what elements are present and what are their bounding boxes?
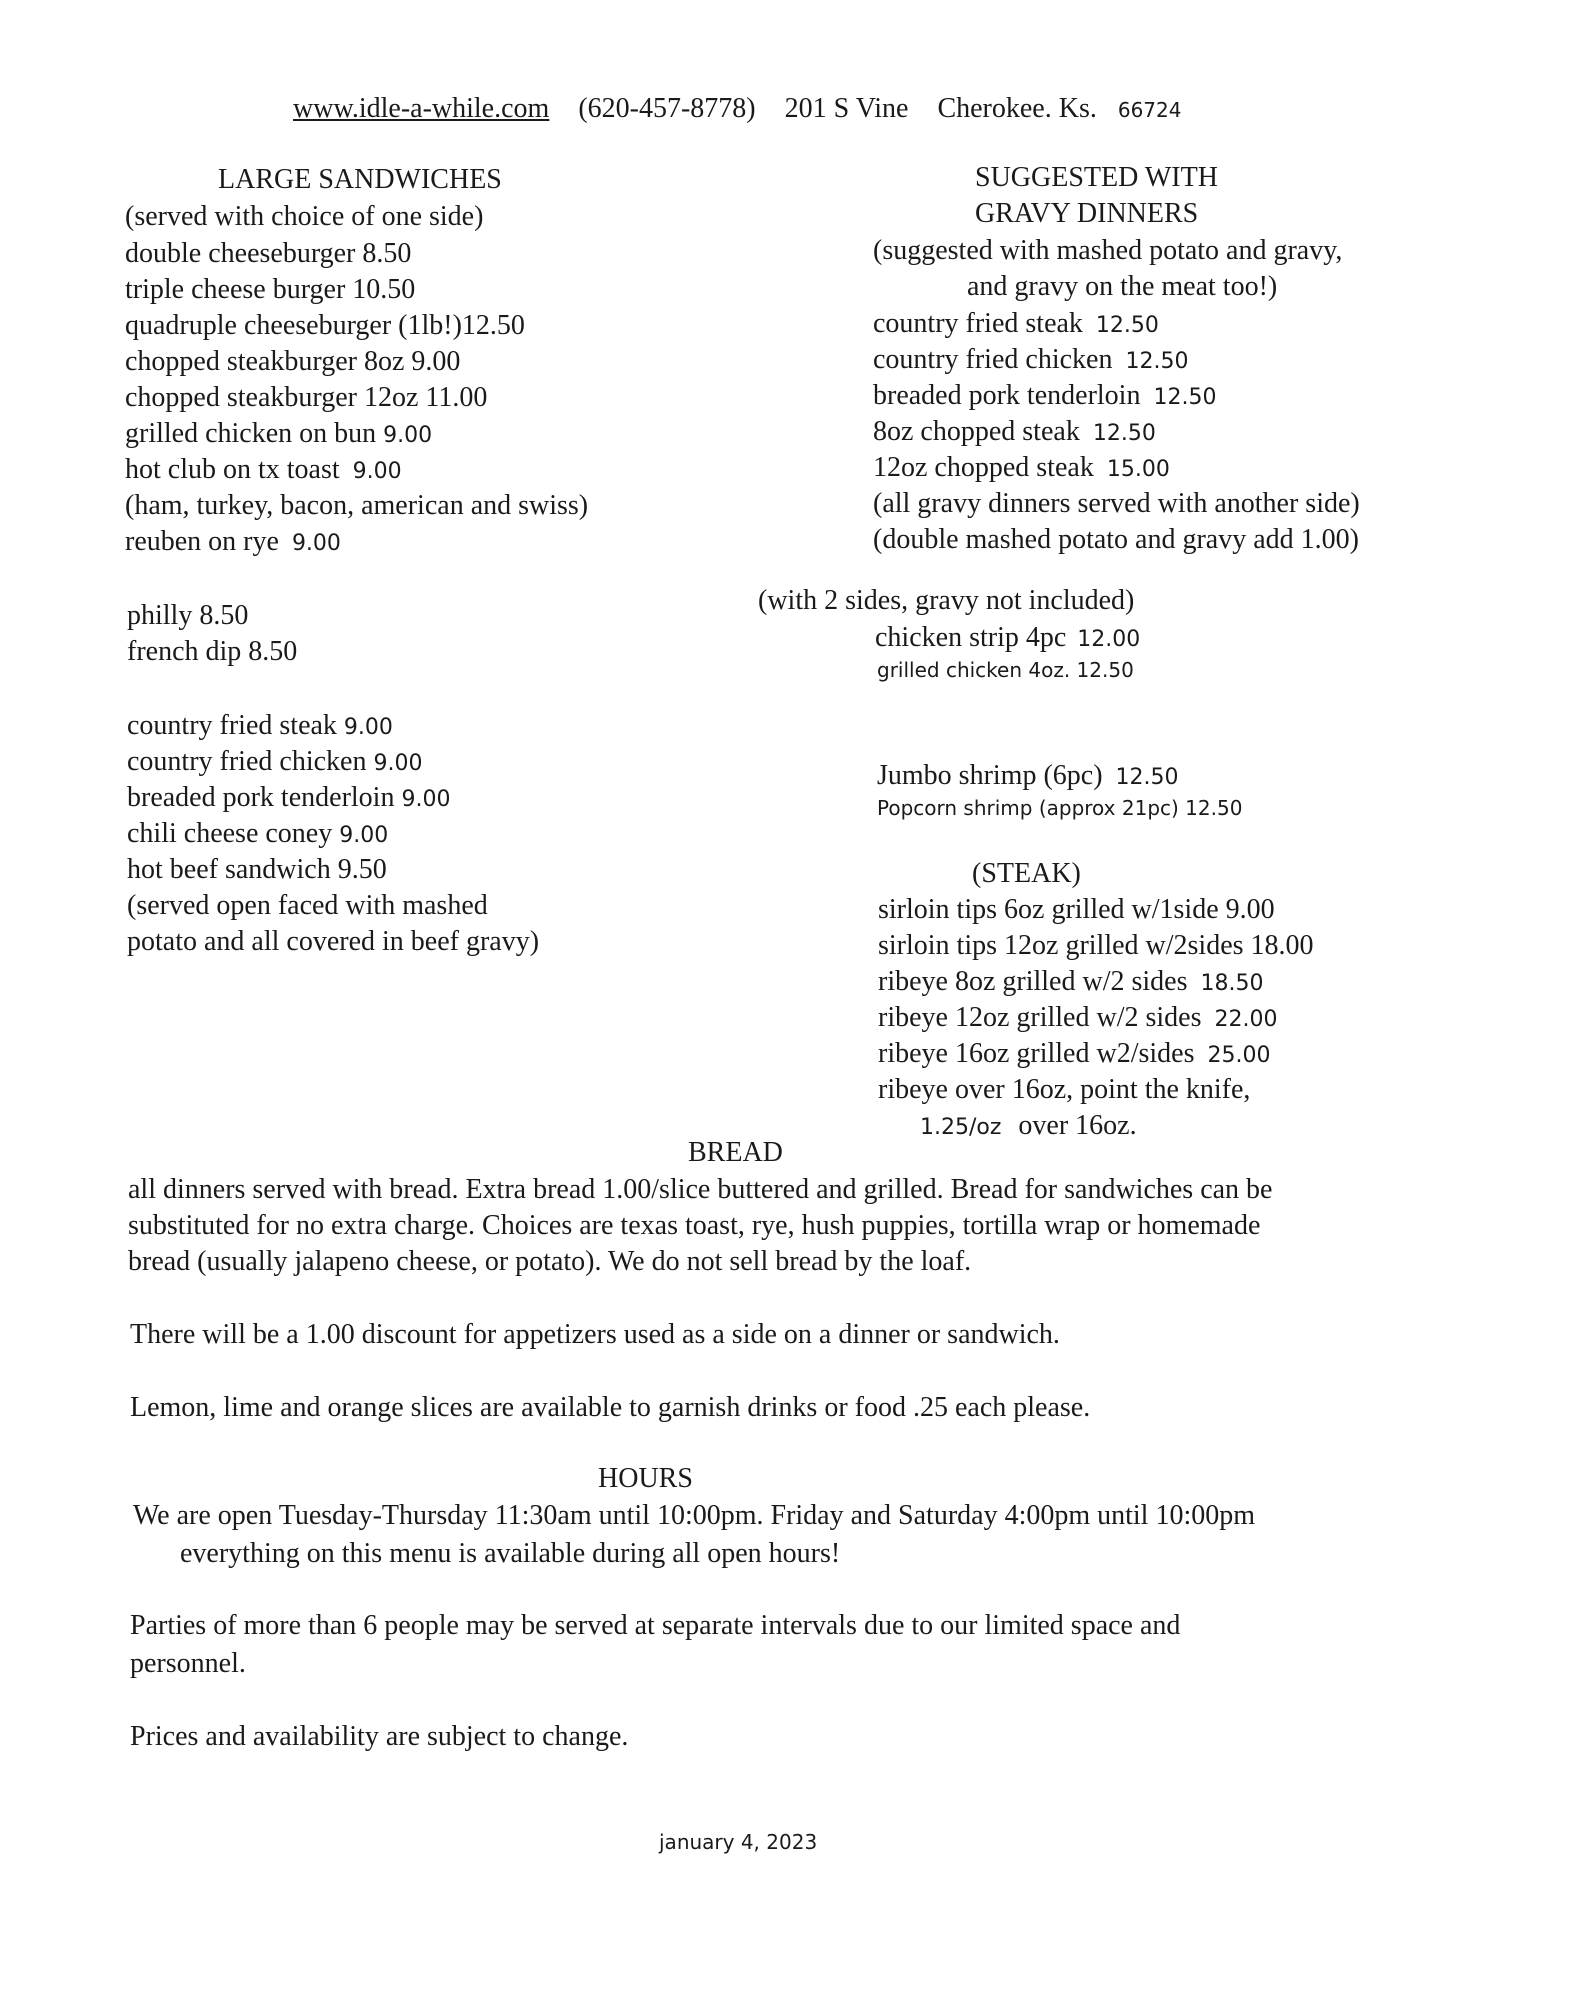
item-price: 18.50: [1200, 971, 1264, 996]
appetizer-note: There will be a 1.00 discount for appetizers used as a side on a dinner or sandwich.: [130, 1319, 1060, 1350]
menu-item: quadruple cheeseburger (1lb!)12.50: [125, 310, 525, 341]
item-name: chicken strip 4pc: [875, 622, 1067, 653]
item-price: 22.00: [1214, 1007, 1278, 1032]
item-price: 9.00: [401, 787, 451, 812]
item-price: 25.00: [1207, 1043, 1271, 1068]
item-price: 9.00: [343, 715, 393, 740]
gravy-dinners-note: (suggested with mashed potato and gravy,: [873, 235, 1343, 266]
item-price: 9.00: [373, 751, 423, 776]
item-name: grilled chicken on bun: [125, 418, 377, 449]
menu-item: chopped steakburger 12oz 11.00: [125, 382, 488, 413]
menu-item: [877, 762, 1179, 790]
item-name: ribeye 8oz grilled w/2 sides: [878, 966, 1188, 997]
item-name: country fried chicken: [873, 344, 1113, 375]
menu-item: hot beef sandwich 9.50: [127, 854, 387, 885]
menu-item: [878, 968, 1263, 996]
large-sandwiches-title: LARGE SANDWICHES: [218, 164, 502, 195]
item-name: country fried steak: [873, 308, 1083, 339]
city-state: Cherokee. Ks.: [937, 93, 1097, 124]
item-name: ribeye 16oz grilled w2/sides: [878, 1038, 1195, 1069]
menu-item: [127, 784, 450, 812]
item-price: 12.50: [1153, 385, 1217, 410]
item-name: 12oz chopped steak: [873, 452, 1094, 483]
menu-item: chopped steakburger 8oz 9.00: [125, 346, 461, 377]
menu-item: sirloin tips 6oz grilled w/1side 9.00: [878, 894, 1275, 925]
menu-item: [125, 420, 432, 448]
menu-item: [873, 346, 1188, 374]
item-price: 1.25/oz: [920, 1115, 1002, 1140]
hours-title: HOURS: [598, 1463, 693, 1494]
item-name: breaded pork tenderloin: [127, 782, 395, 813]
menu-item-note: (ham, turkey, bacon, american and swiss): [125, 490, 589, 521]
hours-text-line: We are open Tuesday-Thursday 11:30am until 10:00pm. Friday and Saturday 4:00pm until 10:00pm: [133, 1500, 1256, 1531]
bread-text-line: substituted for no extra charge. Choices are texas toast, rye, hush puppies, tortilla wrap or homemade: [128, 1210, 1261, 1241]
menu-item: [875, 624, 1140, 652]
menu-item: [125, 456, 402, 484]
parties-note: Parties of more than 6 people may be served at separate intervals due to our limited space and: [130, 1610, 1181, 1641]
item-price: 9.00: [352, 459, 402, 484]
item-price: 9.00: [291, 531, 341, 556]
two-sides-heading: (with 2 sides, gravy not included): [758, 585, 1135, 616]
menu-item: [127, 712, 393, 740]
gravy-dinners-title-line2: GRAVY DINNERS: [975, 198, 1199, 229]
bread-title: BREAD: [688, 1137, 783, 1168]
item-name: reuben on rye: [125, 526, 279, 557]
menu-item: [873, 454, 1170, 482]
gravy-dinners-footer: (all gravy dinners served with another side): [873, 488, 1360, 519]
menu-date: january 4, 2023: [659, 1830, 818, 1854]
item-name: Jumbo shrimp (6pc): [877, 760, 1103, 791]
gravy-dinners-title-line1: SUGGESTED WITH: [975, 162, 1218, 193]
bread-text-line: all dinners served with bread. Extra bread 1.00/slice buttered and grilled. Bread for sandwiches can be: [128, 1174, 1273, 1205]
item-name: 8oz chopped steak: [873, 416, 1080, 447]
steak-title: (STEAK): [972, 858, 1081, 889]
parties-note: personnel.: [130, 1648, 246, 1679]
menu-item: [878, 1004, 1277, 1032]
menu-item: grilled chicken 4oz. 12.50: [877, 658, 1134, 682]
item-price: 12.50: [1092, 421, 1156, 446]
prices-note: Prices and availability are subject to change.: [130, 1721, 629, 1752]
item-price: 9.00: [339, 823, 389, 848]
menu-item-note: potato and all covered in beef gravy): [127, 926, 540, 957]
item-price: 12.50: [1115, 765, 1179, 790]
gravy-dinners-note: and gravy on the meat too!): [967, 271, 1278, 302]
menu-item: double cheeseburger 8.50: [125, 238, 412, 269]
menu-item: [127, 748, 422, 776]
item-name: over 16oz.: [1018, 1110, 1137, 1141]
zip-code: 66724: [1117, 98, 1182, 122]
item-price: 15.00: [1106, 457, 1170, 482]
large-sandwiches-subtitle: (served with choice of one side): [125, 201, 484, 232]
item-name: country fried chicken: [127, 746, 367, 777]
menu-item: [125, 528, 341, 556]
phone-number: (620-457-8778): [578, 93, 756, 124]
website-link[interactable]: www.idle-a-while.com: [293, 93, 550, 124]
menu-item: philly 8.50: [127, 600, 249, 631]
menu-item: Popcorn shrimp (approx 21pc) 12.50: [877, 796, 1243, 820]
item-price: 12.00: [1077, 627, 1141, 652]
menu-item-note: (served open faced with mashed: [127, 890, 488, 921]
menu-item: [873, 310, 1159, 338]
menu-item: [878, 1040, 1270, 1068]
menu-item: [920, 1112, 1137, 1140]
item-price: 12.50: [1095, 313, 1159, 338]
menu-item: ribeye over 16oz, point the knife,: [878, 1074, 1251, 1105]
header-line: [293, 95, 1181, 123]
item-price: 9.00: [383, 423, 433, 448]
item-price: 12.50: [1125, 349, 1189, 374]
menu-item: french dip 8.50: [127, 636, 298, 667]
menu-item: sirloin tips 12oz grilled w/2sides 18.00: [878, 930, 1314, 961]
gravy-dinners-footer: (double mashed potato and gravy add 1.00): [873, 524, 1359, 555]
garnish-note: Lemon, lime and orange slices are available to garnish drinks or food .25 each please.: [130, 1392, 1091, 1423]
hours-text-line: everything on this menu is available during all open hours!: [180, 1538, 841, 1569]
item-name: breaded pork tenderloin: [873, 380, 1141, 411]
item-name: hot club on tx toast: [125, 454, 340, 485]
item-name: chili cheese coney: [127, 818, 333, 849]
item-name: ribeye 12oz grilled w/2 sides: [878, 1002, 1202, 1033]
menu-item: [873, 382, 1216, 410]
item-name: country fried steak: [127, 710, 337, 741]
menu-item: [127, 820, 388, 848]
menu-item: [873, 418, 1156, 446]
bread-text-line: bread (usually jalapeno cheese, or potato). We do not sell bread by the loaf.: [128, 1246, 972, 1277]
menu-item: triple cheese burger 10.50: [125, 274, 416, 305]
street-address: 201 S Vine: [784, 93, 909, 124]
